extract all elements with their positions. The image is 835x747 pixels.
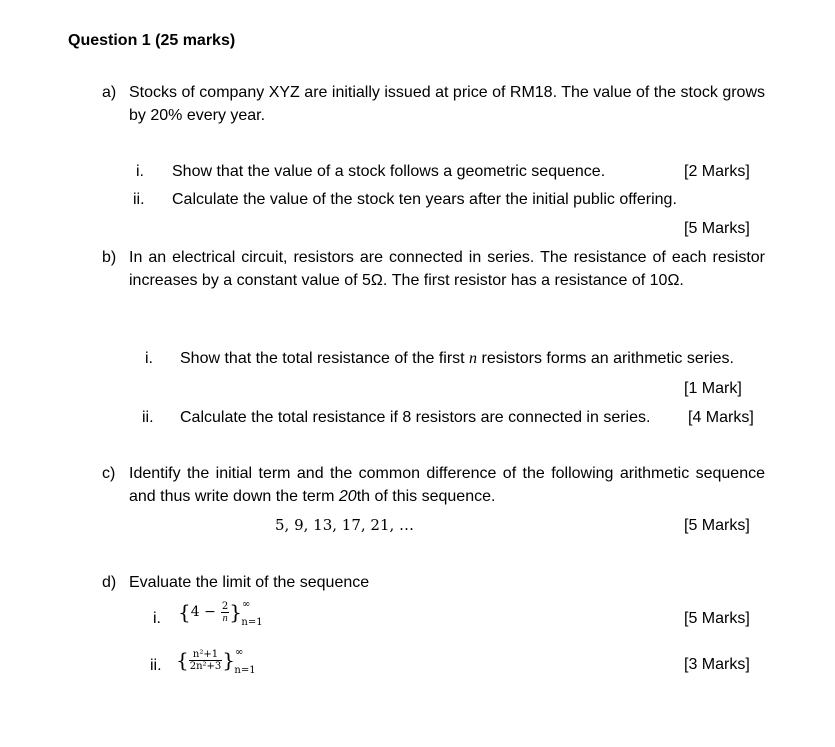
part-d-label: d) xyxy=(102,574,117,591)
part-b-i-num: i. xyxy=(145,350,153,367)
part-c-text xyxy=(129,462,765,508)
close-brace: } xyxy=(222,648,236,672)
part-c-sequence: 5, 9, 13, 17, 21, … xyxy=(275,516,415,534)
part-c-label: c) xyxy=(102,465,116,482)
part-b-ii-text: Calculate the total resistance if 8 resistors are connected in series. xyxy=(180,409,651,426)
part-c-term: 20 xyxy=(338,488,357,505)
part-a-ii-text: Calculate the value of the stock ten years after the initial public offering. xyxy=(172,191,677,208)
open-brace: { xyxy=(178,600,191,624)
part-b-ii-marks: [4 Marks] xyxy=(688,409,754,426)
part-a-i-text: Show that the value of a stock follows a geometric sequence. xyxy=(172,163,606,180)
part-a-ii-marks: [5 Marks] xyxy=(684,220,750,237)
fraction-numerator: 2 xyxy=(221,600,229,612)
fraction-denominator: 2n²+3 xyxy=(189,660,222,672)
part-d-i-expression xyxy=(178,598,263,628)
lower-limit: n=1 xyxy=(234,664,256,676)
open-brace: { xyxy=(176,648,189,672)
part-d-text: Evaluate the limit of the sequence xyxy=(129,574,370,591)
part-a-i-num: i. xyxy=(136,163,144,180)
part-c-text-after: th of this sequence. xyxy=(356,488,496,505)
part-d-i-num: i. xyxy=(153,610,161,627)
variable-n: n xyxy=(469,350,478,367)
part-a-text: Stocks of company XYZ are initially issued at price of RM18. The value of the stock grows by 20% every year. xyxy=(129,84,765,124)
fraction-numerator: n²+1 xyxy=(189,649,223,661)
lower-limit: n=1 xyxy=(241,616,263,628)
part-a-i-marks: [2 Marks] xyxy=(684,163,750,180)
part-c-text-before: Identify the initial term and the common difference of the following arithmetic sequence and thus write down the term xyxy=(129,465,765,505)
part-a-label: a) xyxy=(102,84,117,101)
part-d-ii-num: ii. xyxy=(150,657,162,674)
part-b-i-marks: [1 Mark] xyxy=(684,380,742,397)
part-b-label: b) xyxy=(102,249,117,266)
part-b-i-text xyxy=(180,350,734,368)
part-d-i-marks: [5 Marks] xyxy=(684,610,750,627)
part-a-ii-num: ii. xyxy=(133,191,145,208)
part-c-marks: [5 Marks] xyxy=(684,517,750,534)
upper-limit: ∞ xyxy=(235,646,244,658)
fraction xyxy=(189,649,223,672)
part-d-ii-expression xyxy=(176,646,256,676)
fraction-denominator: n xyxy=(222,612,228,624)
part-b-i-text-after: resistors forms an arithmetic series. xyxy=(477,350,734,367)
expr-lead: 4 − xyxy=(190,604,216,620)
question-title: Question 1 (25 marks) xyxy=(68,32,236,49)
part-d-ii-marks: [3 Marks] xyxy=(684,656,750,673)
part-b-ii-num: ii. xyxy=(142,409,154,426)
close-brace: } xyxy=(229,600,243,624)
part-b-text: In an electrical circuit, resistors are connected in series. The resistance of each resistor increases by a constant value of 5Ω. The first resistor has a resistance of 10Ω. xyxy=(129,249,765,289)
part-b-i-text-before: Show that the total resistance of the first xyxy=(180,350,470,367)
upper-limit: ∞ xyxy=(242,598,251,610)
